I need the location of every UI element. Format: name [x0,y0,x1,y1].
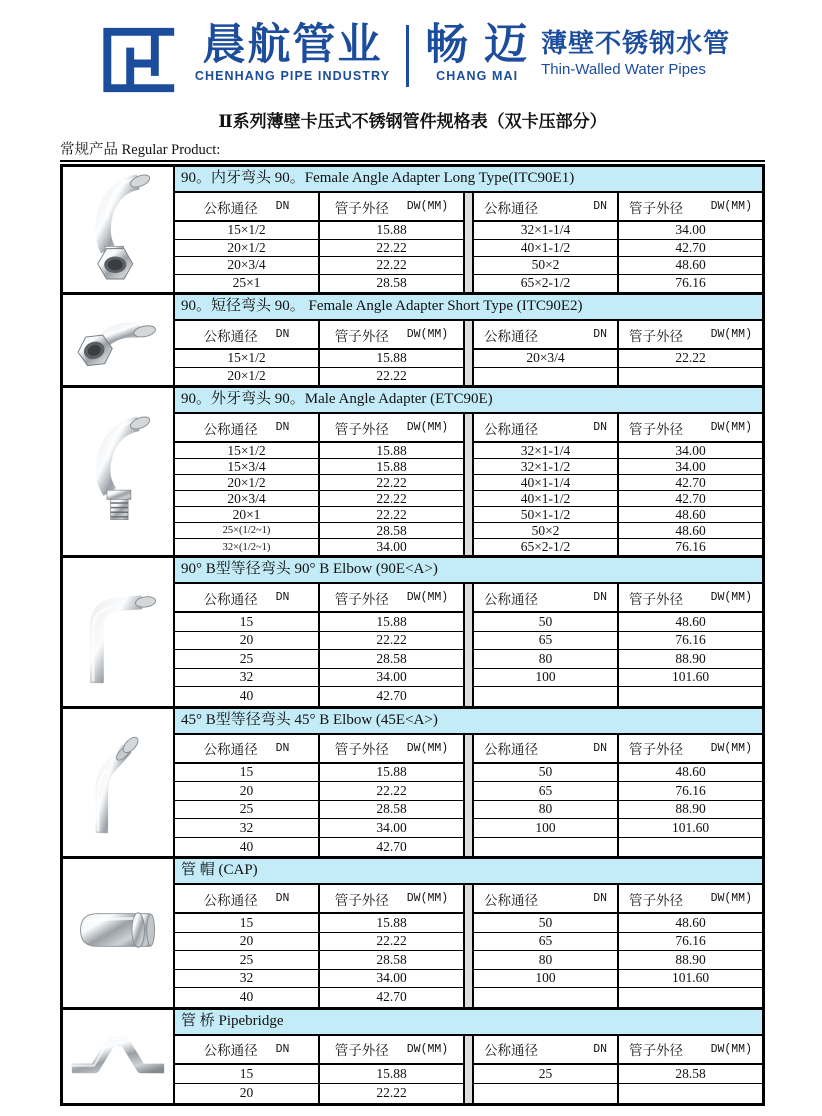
table-cell: 15.88 [318,613,463,631]
table-row [474,669,762,688]
brand2-name-en: CHANG MAI [436,69,519,83]
table-cell: 32×(1/2~1) [222,541,271,553]
table-cell: 32×1-1/2 [520,459,571,474]
section-title: 管 桥 Pipebridge [175,1010,762,1036]
table-row [474,350,762,368]
section-title: 45° B型等径弯头 45° B Elbow (45E<A>) [175,709,762,735]
table-cell: 22.22 [318,491,463,506]
table-cell: 76.16 [617,933,762,951]
spec-table-right [472,321,762,385]
table-cell: 40×1-1/2 [520,239,571,255]
table-cell: 28.58 [318,650,463,668]
table-cell: 48.60 [617,257,762,274]
column-header-dn: 公称通径 DN [203,892,290,908]
table-row [175,459,463,475]
table-cell: 88.90 [617,650,762,668]
table-cell: 15 [239,1065,254,1081]
table-row [175,523,463,539]
section-title: 90。短径弯头 90。 Female Angle Adapter Short Type (ITC90E2) [175,295,762,321]
product-image-cell [63,709,175,857]
table-cell: 20×3/4 [526,350,565,366]
spec-table-right [472,193,762,292]
table-row [175,650,463,669]
column-header-dw: 管子外径 DW(MM) [617,321,762,348]
table-divider [465,321,472,385]
spec-catalog [60,164,765,1106]
table-row [474,240,762,258]
table-row [175,507,463,523]
column-header-dn: 公称通径 DN [203,741,290,757]
table-row [474,819,762,838]
table-cell: 32 [239,970,254,986]
product-image-cell [63,859,175,1007]
column-header-dw: 管子外径 DW(MM) [318,193,463,220]
column-header-dn: 公称通径 DN [484,1042,607,1058]
table-divider [465,885,472,1007]
elbow-90-b-icon [72,573,164,690]
table-cell: 50×2 [531,257,560,273]
table-cell: 15×1/2 [227,222,266,238]
page-title: Ⅱ系列薄壁卡压式不锈钢管件规格表（双卡压部分） [218,112,607,131]
table-cell: 34.00 [318,970,463,988]
table-cell: 40 [239,989,254,1005]
product-image-cell [63,167,175,292]
column-header-dn: 公称通径 DN [484,200,607,216]
table-row [474,782,762,801]
table-cell: 100 [535,669,556,685]
company-header [60,22,765,102]
table-cell: 100 [535,970,556,986]
table-cell: 65 [538,782,553,798]
tagline-en: Thin-Walled Water Pipes [541,61,706,78]
column-header-dn: 公称通径 DN [203,591,290,607]
table-row [474,491,762,507]
column-header-dw: 管子外径 DW(MM) [617,193,762,220]
table-cell: 20 [239,1085,254,1100]
spec-table-left [175,885,465,1007]
spec-table-left [175,193,465,292]
table-cell [474,687,617,706]
table-cell: 22.22 [617,350,762,367]
table-cell: 22.22 [318,507,463,522]
table-row [474,507,762,523]
table-cell: 50×2 [531,523,560,538]
tagline-cn: 薄壁不锈钢水管 [541,28,731,58]
table-cell: 42.70 [617,475,762,490]
table-row [175,988,463,1007]
table-cell: 40×1-1/2 [520,491,571,506]
table-divider [465,193,472,292]
table-cell: 76.16 [617,782,762,800]
elbow-90-female-short-icon [70,299,166,382]
product-section [63,385,762,555]
table-cell [474,838,617,857]
table-cell: 25 [239,801,254,817]
column-header-dn: 公称通径 DN [484,892,607,908]
table-cell: 20×1 [232,507,261,522]
table-row [474,275,762,293]
table-cell: 100 [535,819,556,835]
column-header-dw: 管子外径 DW(MM) [617,735,762,762]
table-cell: 25 [239,650,254,666]
column-header-dw: 管子外径 DW(MM) [617,414,762,441]
product-image-cell [63,1010,175,1103]
table-row [474,368,762,386]
table-cell: 15.88 [318,459,463,474]
table-row [474,443,762,459]
column-header-dn: 公称通径 DN [484,591,607,607]
table-cell: 28.58 [318,801,463,819]
table-cell: 15×3/4 [227,459,266,474]
header-divider [406,25,409,87]
table-row [175,933,463,952]
product-section [63,706,762,857]
column-header-dw: 管子外径 DW(MM) [318,885,463,912]
table-row [175,491,463,507]
table-row [175,368,463,386]
spec-table-right [472,584,762,706]
table-row [474,801,762,820]
table-cell: 20 [239,632,254,648]
table-row [175,838,463,857]
table-cell: 101.60 [617,819,762,837]
table-cell [617,838,762,857]
brand-name-en: CHENHANG PIPE INDUSTRY [194,69,391,83]
section-title: 90° B型等径弯头 90° B Elbow (90E<A>) [175,558,762,584]
table-cell: 40 [239,688,254,704]
table-cell: 22.22 [318,475,463,490]
table-row [175,687,463,706]
table-row [175,1065,463,1084]
table-cell: 15.88 [318,222,463,239]
product-image-cell [63,295,175,385]
table-cell: 28.58 [318,951,463,969]
table-cell [617,368,762,386]
table-cell: 22.22 [318,933,463,951]
table-row [175,951,463,970]
product-section [63,292,762,385]
product-section [63,167,762,292]
table-cell: 76.16 [617,632,762,650]
table-row [175,350,463,368]
table-cell: 15×1/2 [227,350,266,366]
column-header-dn: 公称通径 DN [203,421,290,437]
table-row [474,632,762,651]
brand-name-cn: 晨航管业 [202,21,383,69]
table-cell: 15.88 [318,443,463,458]
table-cell [617,687,762,706]
table-cell: 25×1 [232,275,261,291]
table-cell: 15.88 [318,914,463,932]
table-row [474,459,762,475]
table-cell: 88.90 [617,951,762,969]
table-cell: 42.70 [617,491,762,506]
table-row [175,669,463,688]
table-row [474,1084,762,1103]
spec-table-left [175,1036,465,1103]
section-title: 90。内牙弯头 90。Female Angle Adapter Long Type(ITC90E1) [175,167,762,193]
table-cell: 22.22 [318,240,463,257]
table-row [175,539,463,555]
column-header-dw: 管子外径 DW(MM) [318,414,463,441]
table-row [175,801,463,820]
product-section [63,856,762,1007]
column-header-dw: 管子外径 DW(MM) [318,584,463,611]
tagline-block [541,28,730,78]
brand-block-chenhang [195,22,390,83]
table-cell: 40 [239,838,254,854]
table-cell: 28.58 [318,275,463,293]
table-cell: 42.70 [318,838,463,857]
table-divider [465,414,472,555]
table-cell: 20×3/4 [227,257,266,273]
table-cell: 101.60 [617,970,762,988]
section-title: 90。外牙弯头 90。Male Angle Adapter (ETC90E) [175,388,762,414]
table-cell: 20 [239,933,254,949]
table-row [175,613,463,632]
table-row [474,222,762,240]
table-cell: 32×1-1/4 [520,443,571,458]
table-cell: 20×1/2 [227,475,266,490]
column-header-dw: 管子外径 DW(MM) [617,584,762,611]
table-cell: 22.22 [318,257,463,274]
table-cell: 80 [538,951,553,967]
table-cell: 50 [538,914,553,930]
table-cell: 50×1-1/2 [520,507,571,522]
column-header-dn: 公称通径 DN [203,328,290,344]
table-divider [465,735,472,857]
table-cell: 42.70 [617,240,762,257]
table-row [474,914,762,933]
product-section [63,1007,762,1103]
cap-icon [70,899,166,966]
spec-table-right [472,1036,762,1103]
table-cell: 15 [239,914,254,930]
table-cell [474,368,617,386]
chenhang-logo-icon [95,24,183,101]
table-cell: 88.90 [617,801,762,819]
product-section [63,555,762,706]
table-cell: 34.00 [617,459,762,474]
column-header-dn: 公称通径 DN [203,200,290,216]
table-row [175,240,463,258]
spec-table-right [472,885,762,1007]
table-row [175,257,463,275]
table-cell: 32×1-1/4 [520,222,571,238]
table-row [175,970,463,989]
table-cell: 65 [538,933,553,949]
pipebridge-icon [68,1026,168,1087]
table-cell: 22.22 [318,632,463,650]
table-row [474,475,762,491]
table-row [474,523,762,539]
table-cell: 15.88 [318,1065,463,1083]
spec-table-left [175,735,465,857]
page-subtitle: 常规产品 Regular Product: [60,138,765,162]
table-cell: 25 [538,1065,553,1081]
table-cell: 34.00 [617,443,762,458]
column-header-dw: 管子外径 DW(MM) [318,735,463,762]
column-header-dn: 公称通径 DN [484,741,607,757]
table-cell: 50 [538,764,553,780]
table-cell: 48.60 [617,507,762,522]
table-cell: 15×1/2 [227,443,266,458]
table-cell: 48.60 [617,764,762,782]
column-header-dn: 公称通径 DN [203,1042,290,1058]
column-header-dw: 管子外径 DW(MM) [318,321,463,348]
table-cell: 80 [538,650,553,666]
spec-table-left [175,584,465,706]
table-row [474,933,762,952]
table-cell: 28.58 [617,1065,762,1083]
table-cell: 34.00 [318,669,463,687]
column-header-dw: 管子外径 DW(MM) [617,1036,762,1063]
column-header-dw: 管子外径 DW(MM) [617,885,762,912]
product-image-cell [63,558,175,706]
table-divider [465,584,472,706]
table-cell: 42.70 [318,687,463,706]
table-cell: 34.00 [318,819,463,837]
table-row [474,650,762,669]
brand-block-changmai [425,22,529,83]
table-row [474,539,762,555]
table-cell: 15 [239,764,254,780]
table-row [474,988,762,1007]
table-cell: 28.58 [318,523,463,538]
table-cell [474,988,617,1007]
table-row [175,632,463,651]
table-cell: 34.00 [318,539,463,555]
table-cell: 25×(1/2~1) [222,525,271,536]
table-row [474,970,762,989]
product-image-cell [63,388,175,555]
spec-table-right [472,414,762,555]
table-cell: 42.70 [318,988,463,1007]
table-row [474,1065,762,1084]
spec-table-left [175,321,465,385]
table-row [474,764,762,783]
column-header-dw: 管子外径 DW(MM) [318,1036,463,1063]
table-cell: 15.88 [318,350,463,367]
table-row [474,951,762,970]
column-header-dn: 公称通径 DN [484,421,607,437]
table-cell [617,1084,762,1103]
spec-table-left [175,414,465,555]
table-cell: 48.60 [617,914,762,932]
elbow-90-female-long-icon [72,169,164,290]
table-cell: 22.22 [318,368,463,386]
table-row [175,222,463,240]
table-cell: 50 [538,613,553,629]
table-cell: 48.60 [617,523,762,538]
table-row [474,687,762,706]
brand2-name-cn: 畅 迈 [425,21,530,69]
table-row [175,1084,463,1103]
table-cell: 15 [239,613,254,629]
table-cell: 20×3/4 [227,491,266,506]
table-cell: 20×1/2 [227,368,266,384]
table-cell: 32 [239,669,254,685]
elbow-90-male-icon [72,411,164,532]
table-cell: 76.16 [617,275,762,293]
table-cell: 65×2-1/2 [520,539,571,554]
table-row [474,257,762,275]
spec-table-right [472,735,762,857]
table-cell: 48.60 [617,613,762,631]
table-row [474,838,762,857]
elbow-45-b-icon [73,724,163,841]
table-cell: 40×1-1/4 [520,475,571,490]
table-cell: 34.00 [617,222,762,239]
table-cell: 22.22 [318,1084,463,1103]
table-row [175,443,463,459]
table-row [175,275,463,293]
table-cell: 101.60 [617,669,762,687]
table-cell: 65×2-1/2 [520,275,571,291]
table-row [474,613,762,632]
table-cell: 22.22 [318,782,463,800]
table-row [175,764,463,783]
section-title: 管 帽 (CAP) [175,859,762,885]
table-cell: 20 [239,782,254,798]
table-cell: 25 [239,951,254,967]
table-cell [617,988,762,1007]
table-cell: 20×1/2 [227,239,266,255]
table-row [175,782,463,801]
column-header-dn: 公称通径 DN [484,328,607,344]
table-row [175,819,463,838]
table-cell: 65 [538,632,553,648]
table-cell: 15.88 [318,764,463,782]
table-row [175,914,463,933]
table-divider [465,1036,472,1103]
table-cell [474,1084,617,1103]
table-cell: 32 [239,819,254,835]
table-cell: 76.16 [617,539,762,555]
table-cell: 80 [538,801,553,817]
table-row [175,475,463,491]
